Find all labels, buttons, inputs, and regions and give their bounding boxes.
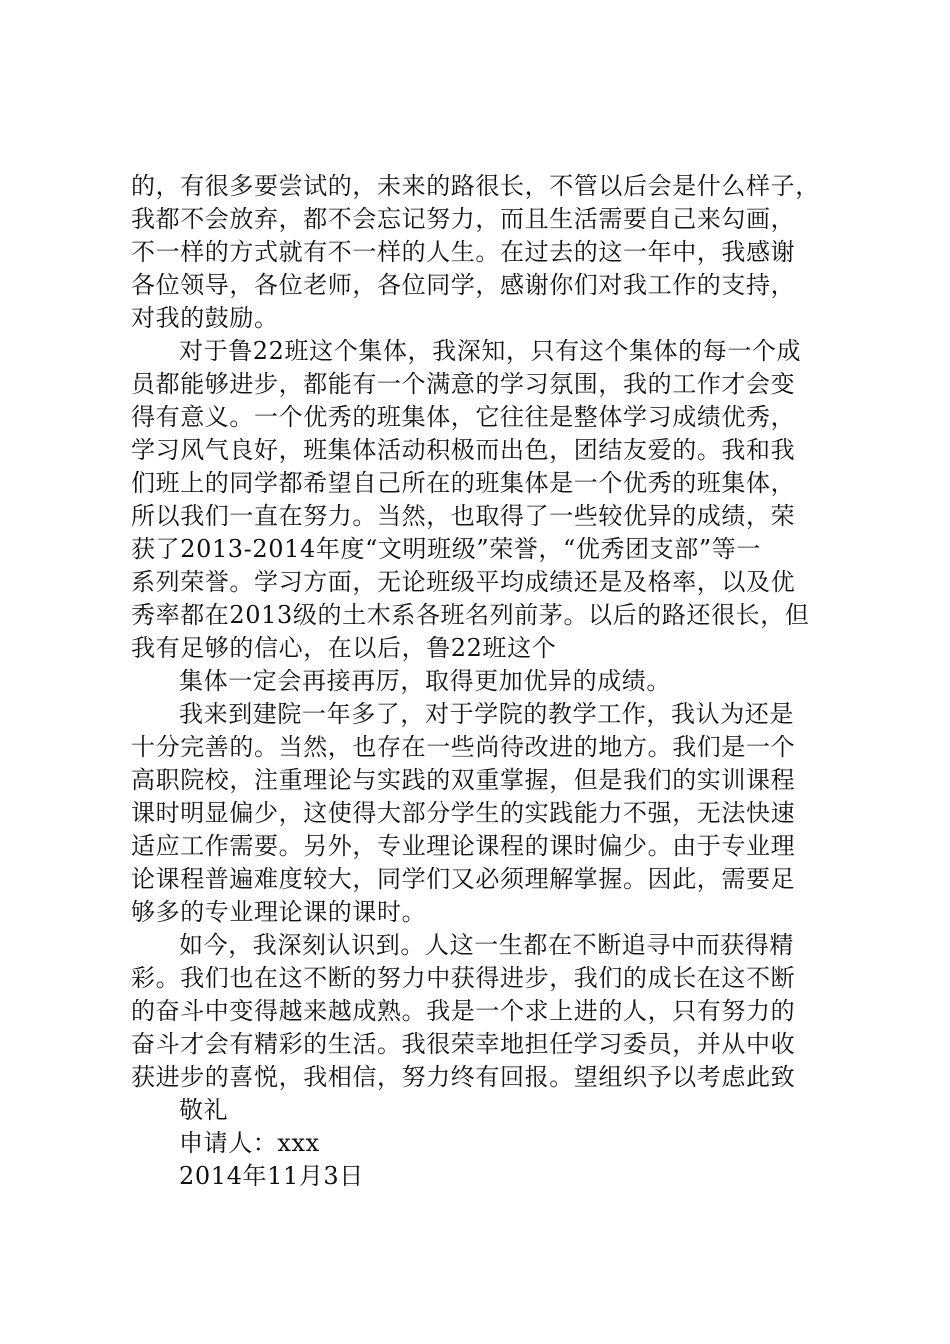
text-line: 我有足够的信心，在以后，鲁22班这个: [131, 634, 557, 662]
text-line: 不一样的方式就有不一样的人生。在过去的这一年中，我感谢: [131, 238, 796, 266]
text-line: 申请人：xxx: [179, 1129, 320, 1157]
text-line: 各位领导，各位老师，各位同学，感谢你们对我工作的支持，: [131, 271, 796, 299]
text-line: 奋斗才会有精彩的生活。我很荣幸地担任学习委员，并从中收: [131, 1030, 796, 1058]
text-line: 论课程普遍难度较大，同学们又必须理解掌握。因此，需要足: [131, 865, 796, 893]
text-line: 获了2013-2014年度“文明班级”荣誉，“优秀团支部”等一: [131, 535, 761, 563]
text-line: 们班上的同学都希望自己所在的班集体是一个优秀的班集体，: [131, 469, 796, 497]
document-body: [131, 170, 836, 1193]
text-line: 课时明显偏少，这使得大部分学生的实践能力不强，无法快速: [131, 799, 796, 827]
text-line: 集体一定会再接再厉，取得更加优异的成绩。: [179, 667, 671, 695]
text-line: 得有意义。一个优秀的班集体，它往往是整体学习成绩优秀，: [131, 403, 796, 431]
text-line: 的，有很多要尝试的，未来的路很长，不管以后会是什么样子，: [131, 172, 820, 200]
text-line: 适应工作需要。另外，专业理论课程的课时偏少。由于专业理: [131, 832, 796, 860]
text-line: 所以我们一直在努力。当然，也取得了一些较优异的成绩，荣: [131, 502, 796, 530]
text-line: 的奋斗中变得越来越成熟。我是一个求上进的人，只有努力的: [131, 997, 796, 1025]
text-line: 获进步的喜悦，我相信，努力终有回报。望组织予以考虑此致: [131, 1063, 796, 1091]
text-line: 十分完善的。当然，也存在一些尚待改进的地方。我们是一个: [131, 733, 796, 761]
text-line: 秀率都在2013级的土木系各班名列前茅。以后的路还很长，但: [131, 601, 810, 629]
text-line: 系列荣誉。学习方面，无论班级平均成绩还是及格率，以及优: [131, 568, 796, 596]
text-line: 够多的专业理论课的课时。: [131, 898, 427, 926]
text-line: 敬礼: [179, 1096, 229, 1124]
text-line: 2014年11月3日: [179, 1162, 364, 1190]
text-line: 我都不会放弃，都不会忘记努力，而且生活需要自己来勾画，: [131, 205, 796, 233]
text-line: 高职院校，注重理论与实践的双重掌握，但是我们的实训课程: [131, 766, 796, 794]
text-line: 员都能够进步，都能有一个满意的学习氛围，我的工作才会变: [131, 370, 796, 398]
text-line: 彩。我们也在这不断的努力中获得进步，我们的成长在这不断: [131, 964, 796, 992]
text-line: 对于鲁22班这个集体，我深知，只有这个集体的每一个成: [179, 337, 802, 365]
text-line: 学习风气良好，班集体活动积极而出色，团结友爱的。我和我: [131, 436, 796, 464]
text-line: 如今，我深刻认识到。人这一生都在不断追寻中而获得精: [179, 931, 794, 959]
text-line: 对我的鼓励。: [131, 304, 279, 332]
text-line: 我来到建院一年多了，对于学院的教学工作，我认为还是: [179, 700, 794, 728]
